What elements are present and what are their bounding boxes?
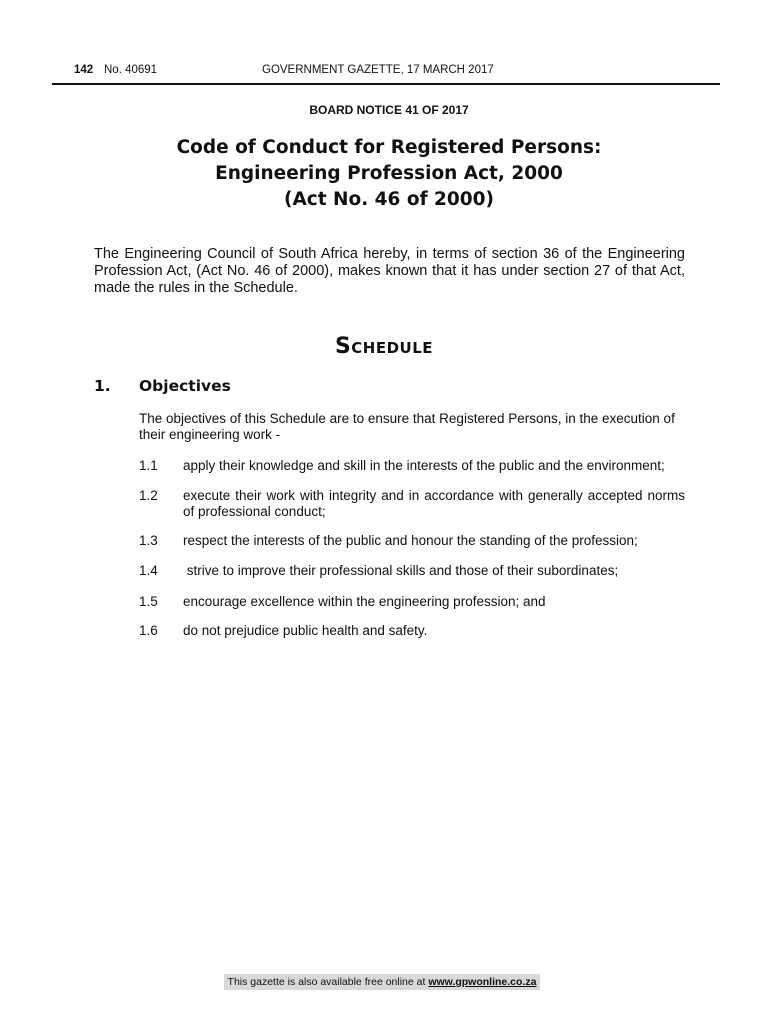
clause-number: 1.5 bbox=[139, 594, 158, 609]
section-number: 1. bbox=[94, 377, 111, 395]
header-divider bbox=[52, 83, 720, 85]
clause-text: apply their knowledge and skill in the interests of the public and the environment; bbox=[183, 458, 665, 473]
board-notice-number: BOARD NOTICE 41 OF 2017 bbox=[309, 103, 469, 117]
title-line: Code of Conduct for Registered Persons: bbox=[176, 137, 602, 158]
clause-text: strive to improve their professional skills and those of their subordinates; bbox=[183, 563, 619, 578]
clause-number: 1.3 bbox=[139, 533, 158, 548]
schedule-heading: Schedule bbox=[334, 334, 434, 359]
objectives-intro: The objectives of this Schedule are to ensure that Registered Persons, in the execution of their engineering work - bbox=[139, 411, 675, 442]
title-line: Engineering Profession Act, 2000 bbox=[215, 163, 563, 184]
clause-text: encourage excellence within the engineering profession; and bbox=[183, 594, 546, 609]
footer-text: This gazette is also available free online at bbox=[227, 976, 429, 988]
section-title: Objectives bbox=[139, 377, 231, 395]
clause-number: 1.1 bbox=[139, 458, 158, 473]
clause-text: execute their work with integrity and in accordance with generally accepted norms of professional conduct; bbox=[183, 488, 685, 519]
intro-paragraph: The Engineering Council of South Africa hereby, in terms of section 36 of the Engineering Profession Act, (Act No. 46 of 2000), makes known that it has under section 27 of that Act, made the rules in the Schedule. bbox=[94, 246, 685, 296]
clause-text: do not prejudice public health and safety. bbox=[183, 623, 428, 638]
clause-number: 1.4 bbox=[139, 563, 158, 578]
clause-text: respect the interests of the public and honour the standing of the profession; bbox=[183, 533, 638, 548]
page-header bbox=[52, 64, 720, 82]
footer-banner bbox=[224, 974, 540, 990]
clause-number: 1.2 bbox=[139, 488, 158, 503]
gazette-website-link[interactable]: www.gpwonline.co.za bbox=[428, 976, 537, 988]
document-title bbox=[0, 135, 768, 213]
clause-number: 1.6 bbox=[139, 623, 158, 638]
gazette-number: No. 40691 bbox=[104, 64, 158, 76]
gazette-title: GOVERNMENT GAZETTE, 17 MARCH 2017 bbox=[262, 64, 494, 76]
page-number: 142 bbox=[74, 64, 94, 76]
title-line: (Act No. 46 of 2000) bbox=[283, 189, 494, 210]
